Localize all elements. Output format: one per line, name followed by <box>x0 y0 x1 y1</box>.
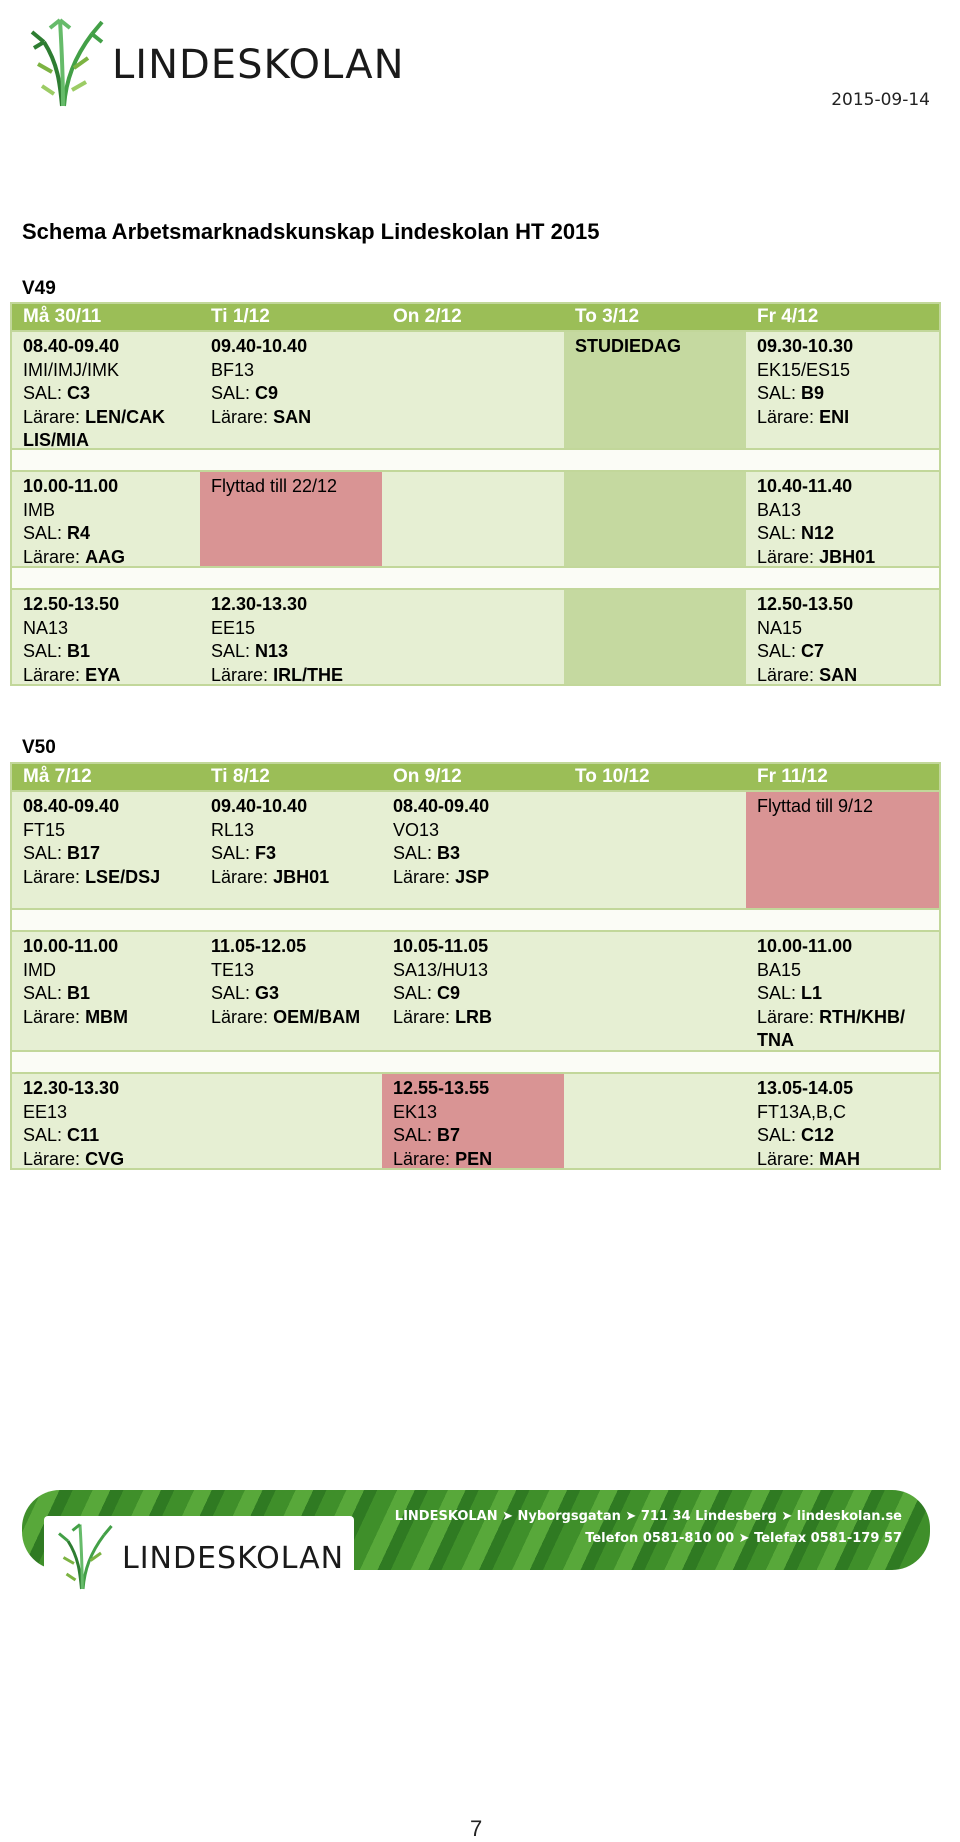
study-day-cell <box>564 332 746 448</box>
lesson-cell <box>746 590 939 684</box>
teacher-value: LRB <box>455 1006 493 1027</box>
lesson-group: VO13 <box>393 819 440 840</box>
lesson-time: 10.40-11.40 <box>757 476 853 496</box>
lesson-time: 10.00-11.00 <box>23 476 119 496</box>
lesson-group: NA15 <box>757 617 803 638</box>
schedule-block <box>12 930 939 1050</box>
lesson-group: IMI/IMJ/IMK <box>23 359 119 380</box>
room-value: C7 <box>801 641 825 661</box>
room-label: SAL: <box>393 843 433 863</box>
day-header: To 3/12 <box>575 306 640 327</box>
teacher-label: Lärare: <box>393 1006 451 1027</box>
room-label: SAL: <box>757 1125 797 1145</box>
footer-address: LINDESKOLAN ➤ Nyborgsgatan ➤ 711 34 Lindesberg ➤ lindeskolan.se <box>394 1509 902 1524</box>
teacher-continued: LIS/MIA <box>23 430 89 450</box>
lesson-cell <box>382 472 564 566</box>
lesson-time: 12.30-13.30 <box>211 594 308 614</box>
lesson-room <box>757 522 939 546</box>
lesson-cell <box>200 932 382 1050</box>
schedule-table-v49 <box>10 302 941 686</box>
moved-note: Flyttad till 9/12 <box>757 796 874 816</box>
lesson-time: 12.55-13.55 <box>393 1078 490 1098</box>
teacher-value: SAN <box>273 406 312 427</box>
schedule-block <box>12 330 939 448</box>
teacher-label: Lärare: <box>211 866 269 887</box>
room-label: SAL: <box>211 843 251 863</box>
room-label: SAL: <box>393 1125 433 1145</box>
day-header: Fr 11/12 <box>757 766 828 787</box>
day-header: Ti 8/12 <box>211 766 270 787</box>
day-header: Ti 1/12 <box>211 306 270 327</box>
page-number: 7 <box>470 1816 483 1841</box>
teacher-value: OEM/BAM <box>273 1006 361 1027</box>
room-value: C3 <box>67 383 91 403</box>
teacher-value: IRL/THE <box>273 664 344 685</box>
room-value: N12 <box>801 523 835 543</box>
lesson-cell <box>382 792 564 908</box>
room-label: SAL: <box>757 383 797 403</box>
schedule-block <box>12 588 939 684</box>
teacher-label: Lärare: <box>23 406 81 427</box>
lesson-group: BA13 <box>757 499 802 520</box>
teacher-label: Lärare: <box>757 1006 815 1027</box>
week-label: V49 <box>22 278 56 299</box>
lesson-room <box>757 640 939 664</box>
lesson-time: 12.50-13.50 <box>757 594 854 614</box>
teacher-label: Lärare: <box>757 1148 815 1169</box>
lesson-group: RL13 <box>211 819 255 840</box>
room-label: SAL: <box>23 383 63 403</box>
lesson-teacher <box>211 866 382 890</box>
room-value: N13 <box>255 641 289 661</box>
lesson-time: 10.00-11.00 <box>23 936 119 956</box>
header-logo <box>22 14 404 110</box>
lesson-room <box>757 1124 939 1148</box>
lesson-room <box>393 842 564 866</box>
lesson-cell <box>564 932 746 1050</box>
teacher-value: JSP <box>455 866 490 887</box>
lesson-group: IMD <box>23 959 56 980</box>
day-header: To 10/12 <box>575 766 650 787</box>
teacher-value: LEN/CAK <box>85 406 166 427</box>
teacher-label: Lärare: <box>211 1006 269 1027</box>
study-day-cell <box>564 590 746 684</box>
lesson-time: 08.40-09.40 <box>23 796 120 816</box>
day-header-row <box>12 764 939 790</box>
row-gap <box>12 566 939 588</box>
teacher-label: Lärare: <box>757 406 815 427</box>
lesson-cell <box>746 472 939 566</box>
lesson-room <box>23 382 200 406</box>
footer-logo <box>44 1516 354 1596</box>
lesson-cell <box>382 932 564 1050</box>
lesson-time: 10.00-11.00 <box>757 936 853 956</box>
lesson-time: 09.40-10.40 <box>211 796 308 816</box>
teacher-label: Lärare: <box>757 546 815 567</box>
lesson-teacher <box>211 1006 382 1030</box>
teacher-value: EYA <box>85 664 121 685</box>
moved-lesson-cell <box>746 792 939 908</box>
lesson-room <box>211 640 382 664</box>
lesson-teacher <box>393 866 564 890</box>
day-header: On 9/12 <box>393 766 462 787</box>
lesson-cell <box>746 332 939 448</box>
row-gap <box>12 908 939 930</box>
teacher-value: MBM <box>85 1006 129 1027</box>
lesson-time: 11.05-12.05 <box>211 936 307 956</box>
room-value: G3 <box>255 983 280 1003</box>
lesson-teacher <box>23 1148 200 1172</box>
lesson-time: 09.30-10.30 <box>757 336 854 356</box>
room-value: C12 <box>801 1125 835 1145</box>
lesson-cell <box>12 332 200 448</box>
lesson-cell <box>200 590 382 684</box>
lesson-teacher <box>23 664 200 688</box>
lesson-teacher <box>23 546 200 570</box>
lesson-teacher <box>757 406 939 430</box>
row-gap <box>12 1050 939 1072</box>
day-header: Må 7/12 <box>23 766 92 787</box>
lesson-teacher <box>23 406 200 430</box>
week-label: V50 <box>22 737 56 758</box>
lesson-cell <box>200 1074 382 1168</box>
lesson-cell <box>746 1074 939 1168</box>
schedule-table-v50 <box>10 762 941 1170</box>
lesson-group: BF13 <box>211 359 255 380</box>
lesson-cell <box>12 932 200 1050</box>
lesson-room <box>23 982 200 1006</box>
schedule-block <box>12 1072 939 1168</box>
lesson-cell <box>382 332 564 448</box>
lesson-time: 13.05-14.05 <box>757 1078 854 1098</box>
teacher-value: JBH01 <box>273 866 330 887</box>
lesson-room <box>393 982 564 1006</box>
lesson-group: EK13 <box>393 1101 438 1122</box>
lesson-time: 09.40-10.40 <box>211 336 308 356</box>
document-date: 2015-09-14 <box>831 90 930 110</box>
teacher-label: Lärare: <box>23 866 81 887</box>
day-header-row <box>12 304 939 330</box>
day-header: Fr 4/12 <box>757 306 819 327</box>
room-label: SAL: <box>757 523 797 543</box>
lesson-room <box>757 982 939 1006</box>
room-label: SAL: <box>757 983 797 1003</box>
day-header: Må 30/11 <box>23 306 102 327</box>
lesson-room <box>23 522 200 546</box>
lesson-group: SA13/HU13 <box>393 959 489 980</box>
teacher-value: AAG <box>85 546 126 567</box>
lesson-time: STUDIEDAG <box>575 336 682 356</box>
lesson-group: EE15 <box>211 617 256 638</box>
lesson-cell <box>564 1074 746 1168</box>
teacher-value: PEN <box>455 1148 493 1169</box>
lesson-cell <box>746 932 939 1050</box>
room-label: SAL: <box>211 983 251 1003</box>
lesson-time: 08.40-09.40 <box>23 336 120 356</box>
teacher-label: Lärare: <box>211 406 269 427</box>
lesson-cell <box>564 792 746 908</box>
room-value: F3 <box>255 843 277 863</box>
footer-logo-text: LINDESKOLAN <box>122 1540 345 1576</box>
teacher-label: Lärare: <box>393 1148 451 1169</box>
lesson-teacher <box>757 546 939 570</box>
teacher-value: LSE/DSJ <box>85 866 161 887</box>
teacher-value: CVG <box>85 1148 125 1169</box>
schedule-block <box>12 790 939 908</box>
lesson-teacher <box>757 1148 939 1172</box>
lesson-group: EE13 <box>23 1101 68 1122</box>
room-value: C9 <box>255 383 279 403</box>
room-value: B1 <box>67 983 91 1003</box>
teacher-label: Lärare: <box>393 866 451 887</box>
lesson-room <box>393 1124 564 1148</box>
lesson-teacher <box>757 1006 939 1030</box>
room-value: R4 <box>67 523 91 543</box>
lesson-time: 12.30-13.30 <box>23 1078 120 1098</box>
room-label: SAL: <box>211 641 251 661</box>
teacher-label: Lärare: <box>757 664 815 685</box>
teacher-value: SAN <box>819 664 858 685</box>
lesson-teacher <box>211 664 382 688</box>
moved-lesson-cell <box>382 1074 564 1168</box>
lesson-group: IMB <box>23 499 56 520</box>
footer-phone: Telefon 0581-810 00 ➤ Telefax 0581-179 57 <box>585 1531 902 1546</box>
lesson-time: 12.50-13.50 <box>23 594 120 614</box>
leaf-logo-icon <box>50 1520 116 1592</box>
document-title: Schema Arbetsmarknadskunskap Lindeskolan HT 2015 <box>22 219 600 244</box>
teacher-value: JBH01 <box>819 546 876 567</box>
lesson-room <box>211 842 382 866</box>
teacher-label: Lärare: <box>23 664 81 685</box>
room-value: L1 <box>801 983 823 1003</box>
room-value: B7 <box>437 1125 461 1145</box>
room-value: B17 <box>67 843 101 863</box>
study-day-cell <box>564 472 746 566</box>
lesson-group: NA13 <box>23 617 69 638</box>
lesson-teacher <box>23 1006 200 1030</box>
lesson-teacher <box>23 866 200 890</box>
teacher-label: Lärare: <box>23 1006 81 1027</box>
lesson-cell <box>12 1074 200 1168</box>
moved-lesson-cell <box>200 472 382 566</box>
room-value: C9 <box>437 983 461 1003</box>
lesson-room <box>23 842 200 866</box>
room-label: SAL: <box>23 1125 63 1145</box>
lesson-time: 10.05-11.05 <box>393 936 489 956</box>
lesson-group: EK15/ES15 <box>757 359 851 380</box>
teacher-value: ENI <box>819 406 850 427</box>
lesson-cell <box>12 590 200 684</box>
lesson-cell <box>12 472 200 566</box>
room-label: SAL: <box>23 843 63 863</box>
footer-contact <box>395 1506 902 1550</box>
lesson-group: FT15 <box>23 819 66 840</box>
lesson-cell <box>200 792 382 908</box>
day-header: On 2/12 <box>393 306 462 327</box>
teacher-value: RTH/KHB/ <box>819 1006 906 1027</box>
room-label: SAL: <box>757 641 797 661</box>
lesson-cell <box>200 332 382 448</box>
leaf-logo-icon <box>22 14 106 110</box>
lesson-teacher <box>211 406 382 430</box>
room-label: SAL: <box>23 983 63 1003</box>
schedule-block <box>12 470 939 566</box>
teacher-continued: TNA <box>757 1030 794 1050</box>
lesson-teacher <box>393 1148 564 1172</box>
room-value: B9 <box>801 383 825 403</box>
lesson-cell <box>12 792 200 908</box>
logo-text: LINDESKOLAN <box>112 42 405 88</box>
room-label: SAL: <box>211 383 251 403</box>
teacher-label: Lärare: <box>23 546 81 567</box>
lesson-teacher <box>393 1006 564 1030</box>
teacher-label: Lärare: <box>211 664 269 685</box>
room-value: B3 <box>437 843 461 863</box>
moved-note: Flyttad till 22/12 <box>211 476 338 496</box>
teacher-label: Lärare: <box>23 1148 81 1169</box>
lesson-group: FT13A,B,C <box>757 1101 847 1122</box>
lesson-room <box>23 640 200 664</box>
teacher-value: MAH <box>819 1148 861 1169</box>
lesson-group: TE13 <box>211 959 255 980</box>
room-label: SAL: <box>23 641 63 661</box>
room-label: SAL: <box>393 983 433 1003</box>
lesson-teacher <box>757 664 939 688</box>
lesson-room <box>23 1124 200 1148</box>
room-value: C11 <box>67 1125 100 1145</box>
lesson-room <box>211 982 382 1006</box>
room-label: SAL: <box>23 523 63 543</box>
lesson-cell <box>382 590 564 684</box>
room-value: B1 <box>67 641 91 661</box>
lesson-time: 08.40-09.40 <box>393 796 490 816</box>
lesson-room <box>211 382 382 406</box>
lesson-group: BA15 <box>757 959 802 980</box>
lesson-room <box>757 382 939 406</box>
